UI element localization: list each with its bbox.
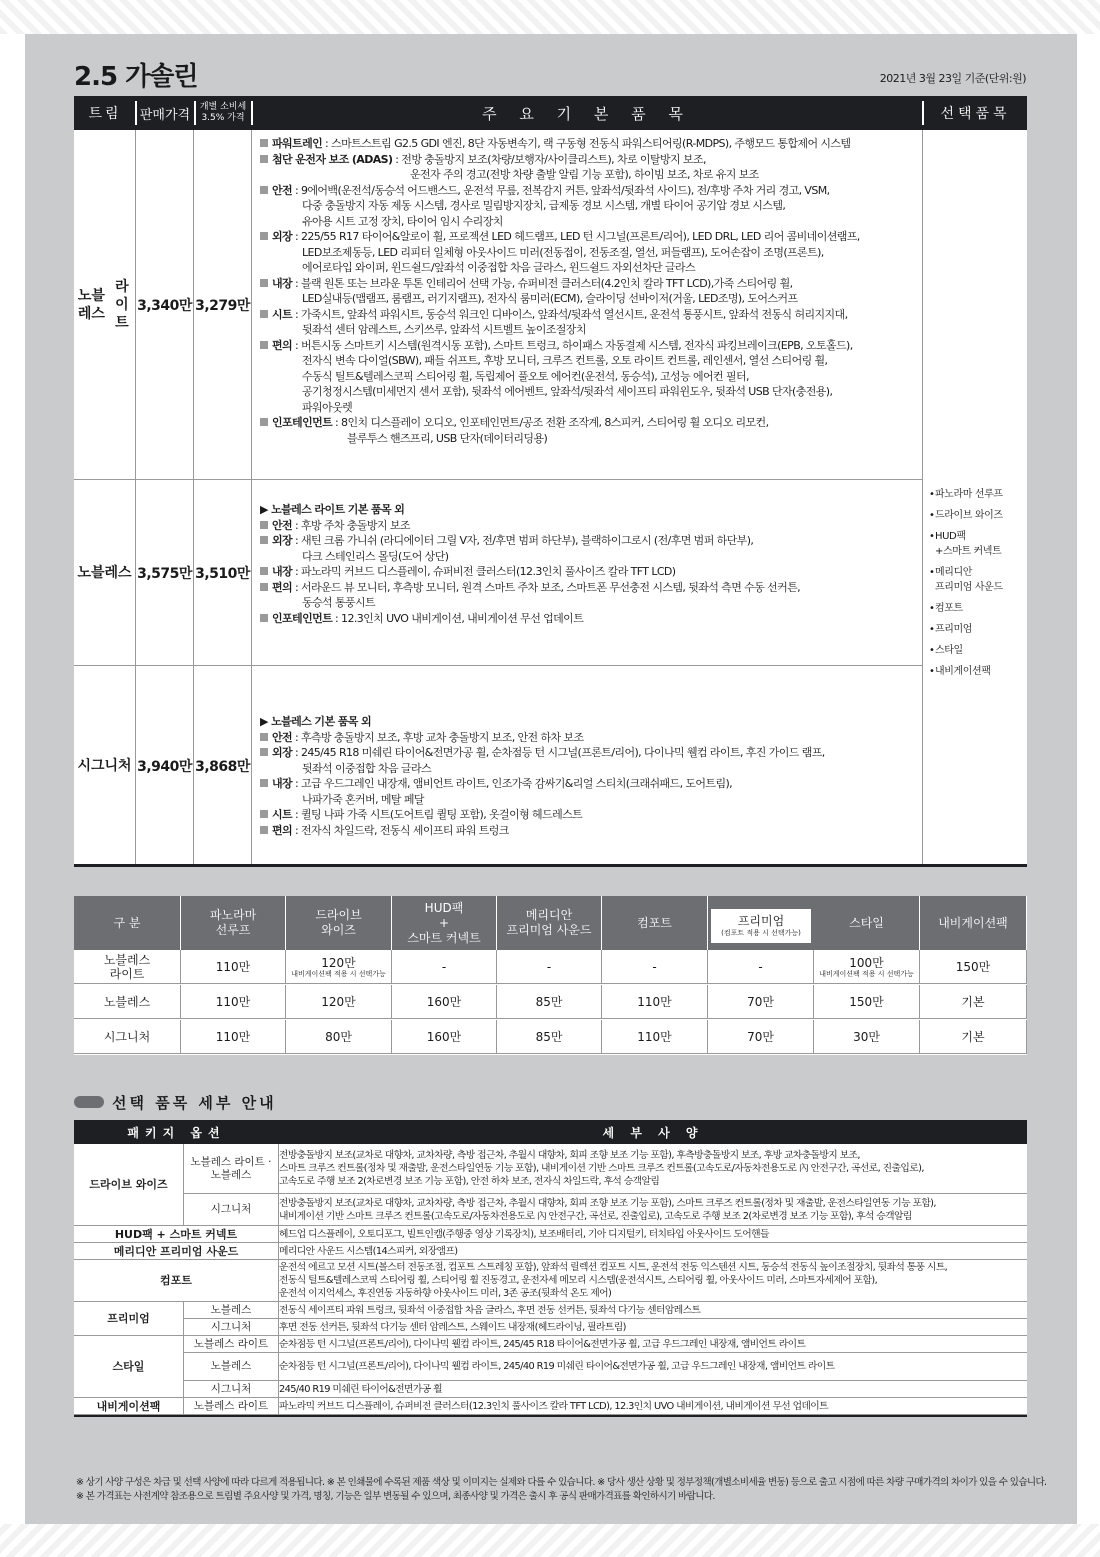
detail-spec-cell: 파노라믹 커브드 디스플레이, 슈퍼비전 클러스터(12.3인치 풀사이즈 칼라 TFT LCD), 12.3인치 UVO 내비게이션, 내비게이션 무선 업데이트 <box>279 1400 829 1412</box>
detail-trim-cell: 노블레스 라이트 <box>184 1398 279 1414</box>
bullet-square-icon <box>260 567 268 575</box>
detail-table-bottom-rule <box>74 1415 1027 1417</box>
trim-row <box>74 130 922 480</box>
feature-line: 첨단 운전자 보조 (ADAS) : 전방 충돌방지 보조(차량/보행자/사이클리스트), 차로 이탈방지 보조, <box>260 152 918 168</box>
footnote-line: ※ 상기 사양 구성은 차급 및 선택 사양에 따라 다르게 적용됩니다. ※ 본 인쇄물에 수록된 제품 색상 및 이미지는 실제와 다를 수 있습니다. ※ 당사 생산 상황 및 정부정책(개별소비세율 변동) 등으로 출고 시점에 따른 차량 구매가격의 차이가 있을 수 있습니다. <box>76 1477 1047 1488</box>
option-table-price-cell: 100만 내비게이션팩 적용 시 선택가능 <box>814 950 920 984</box>
feature-line: 시트 : 퀼팅 나파 가죽 시트(도어트림 퀼팅 포함), 옷걸이형 헤드레스트 <box>260 807 918 823</box>
option-table-price-cell: 110만 <box>181 1020 286 1054</box>
detail-package-cell: 스타일 <box>74 1336 184 1398</box>
option-table-header-cell: 파노라마 선루프 <box>181 896 286 950</box>
detail-package-cell: 내비게이션팩 <box>74 1398 184 1415</box>
feature-line: 파워아웃렛 <box>302 400 353 414</box>
feature-line: 운전자 주의 경고(전방 차량 출발 알림 기능 포함), 하이빔 보조, 차로 유지 보조 <box>410 168 759 181</box>
page-title: 2.5 가솔린 <box>74 62 198 92</box>
feature-line: ▶ 노블레스 기본 품목 외 <box>260 715 372 728</box>
bullet-square-icon <box>260 536 268 544</box>
header-options: 선택품목 <box>940 106 1011 122</box>
option-item: •메리디안 프리미엄 사운드 <box>929 567 1003 593</box>
trim-feature-list <box>260 502 918 626</box>
main-spec-table <box>74 96 1027 866</box>
top-border-pattern <box>0 0 1100 34</box>
bullet-dot-icon: • <box>929 531 935 542</box>
option-table-price-cell: 80만 <box>286 1020 392 1054</box>
option-column <box>922 130 1027 866</box>
option-table-row <box>74 985 1027 1019</box>
detail-trim-cell: 노블레스 <box>184 1353 279 1380</box>
option-table-header-cell: 메리디안 프리미엄 사운드 <box>497 896 602 950</box>
option-table-price-cell: 160만 <box>392 985 497 1019</box>
bottom-border-pattern <box>0 1524 1100 1557</box>
bullet-dot-icon: • <box>929 645 935 656</box>
detail-trim-cell: 노블레스 라이트 · 노블레스 <box>184 1144 279 1193</box>
bullet-square-icon <box>260 810 268 818</box>
main-table-bottom-rule <box>74 864 1027 867</box>
bullet-square-icon <box>260 614 268 622</box>
detail-table-header <box>74 1120 1027 1144</box>
feature-line: 나파가죽 혼커버, 메탈 페달 <box>302 792 424 806</box>
feature-line: 안전 : 후방 주차 충돌방지 보조 <box>260 518 918 534</box>
detail-row <box>74 1353 1027 1381</box>
feature-line: 에어로타입 와이퍼, 윈드쉴드/앞좌석 이중접합 차음 글라스, 윈드쉴드 자외선차단 글라스 <box>302 261 696 274</box>
trim-price: 3,340만 <box>136 130 194 479</box>
trim-price: 3,940만 <box>136 666 194 866</box>
detail-package-cell: 드라이브 와이즈 <box>74 1144 184 1226</box>
detail-spec-cell: 헤드업 디스플레이, 오토디포그, 빌트인캠(주행중 영상 기록장치), 보조배터리, 기아 디지털키, 터치타입 아웃사이드 도어핸들 <box>279 1228 769 1240</box>
feature-line: 외장 : 245/45 R18 미쉐린 타이어&전면가공 휠, 순차점등 턴 시그널(프론트/리어), 다이나믹 웰컴 라이트, 후진 가이드 램프, <box>260 745 918 761</box>
header-main-features: 주 요 기 본 품 목 <box>482 104 692 123</box>
bullet-square-icon <box>260 186 268 194</box>
detail-section-title: 선택 품목 세부 안내 <box>74 1093 277 1111</box>
bullet-square-icon <box>260 279 268 287</box>
bullet-square-icon <box>260 155 268 163</box>
option-item: •프리미엄 <box>929 624 973 635</box>
option-table-row <box>74 950 1027 984</box>
header-package: 패키지 옵션 <box>127 1125 226 1140</box>
option-table-price-cell: 30만 <box>814 1020 920 1054</box>
option-table-header-cell: 컴포트 <box>602 896 708 950</box>
feature-line: 내장 : 블랙 원톤 또는 브라운 투톤 인테리어 선택 가능, 슈퍼비전 클러스터(4.2인치 칼라 TFT LCD),가죽 스티어링 휠, <box>260 276 918 292</box>
option-item: •파노라마 선루프 <box>929 489 1003 500</box>
bullet-square-icon <box>260 521 268 529</box>
feature-line: 편의 : 서라운드 뷰 모니터, 후측방 모니터, 원격 스마트 주차 보조, 스마트폰 무선충전 시스템, 뒷좌석 측면 수동 선커튼, <box>260 580 918 596</box>
feature-line: 안전 : 후측방 충돌방지 보조, 후방 교차 충돌방지 보조, 안전 하차 보조 <box>260 730 918 746</box>
option-table-price-cell: - <box>708 950 814 984</box>
feature-line: 뒷좌석 이중접합 차음 글라스 <box>302 761 432 775</box>
feature-line: LED실내등(맵램프, 룸램프, 러기지램프), 전자식 룸미러(ECM), 슬라이딩 선바이저(거울, LED조명), 도어스커프 <box>302 292 798 305</box>
option-table-header-cell: 구 분 <box>74 896 181 950</box>
feature-line: 내장 : 고급 우드그레인 내장재, 앰비언트 라이트, 인조가죽 감싸기&리얼 스티치(크래쉬패드, 도어트림), <box>260 776 918 792</box>
feature-line: 동승석 통풍시트 <box>302 596 376 609</box>
bullet-dot-icon: • <box>929 603 935 614</box>
bullet-dot-icon: • <box>929 489 935 500</box>
option-item: •스타일 <box>929 645 963 656</box>
detail-trim-cell: 노블레스 라이트 <box>184 1336 279 1352</box>
detail-spec-cell: 전동식 세이프티 파워 트렁크, 뒷좌석 이중접합 차음 글라스, 후면 전동 선커튼, 뒷좌석 다기능 센터암레스트 <box>279 1304 701 1316</box>
bullet-square-icon <box>260 341 268 349</box>
feature-line: 시트 : 가죽시트, 앞좌석 파워시트, 동승석 워크인 디바이스, 앞좌석/뒷좌석 열선시트, 운전석 통풍시트, 앞좌석 전동식 허리지지대, <box>260 307 918 323</box>
detail-spec-cell: 전방충돌방지 보조(교차로 대향차, 교차차량, 측방 접근차, 추월시 대향차, 회피 조향 보조 기능 포함), 스마트 크루즈 컨트롤(정차 및 재출발, 운전스타일연동 기능 포함), 내비게이션 기반 스마트 크루즈 컨트롤(고속도로/자동차전용도로 內 안전구간, 곡선로, 진출입로), 고속도로 주행 보조 2(차로변경 보조 기능 포함), 후석 승객알림 <box>279 1197 936 1222</box>
option-table-header-cell: 스타일 <box>814 896 920 950</box>
bullet-square-icon <box>260 779 268 787</box>
option-table-trim-cell: 노블레스 <box>74 985 181 1019</box>
feature-line: 파워트레인 : 스마트스트림 G2.5 GDI 엔진, 8단 자동변속기, 랙 구동형 전동식 파워스티어링(R-MDPS), 주행모드 통합제어 시스템 <box>260 136 918 152</box>
detail-table <box>74 1120 1027 1417</box>
section-pill-icon <box>74 1096 104 1108</box>
date-note: 2021년 3월 23일 기준(단위:원) <box>879 72 1026 85</box>
option-table-price-cell: - <box>497 950 602 984</box>
option-item: •컴포트 <box>929 603 963 614</box>
header-trim: 트림 <box>88 106 122 122</box>
feature-line: 다중 충돌방지 자동 제동 시스템, 경사로 밀림방지장치, 급제동 경보 시스템, 개별 타이어 공기압 경보 시스템, <box>302 199 786 212</box>
option-table-price-cell: 기본 <box>920 985 1027 1019</box>
option-list <box>929 487 1003 685</box>
option-table-price-cell: 160만 <box>392 1020 497 1054</box>
trim-name: 시그니처 <box>74 666 136 866</box>
bullet-square-icon <box>260 418 268 426</box>
detail-package-cell: 컴포트 <box>74 1260 279 1302</box>
detail-trim-cell: 시그니처 <box>184 1319 279 1335</box>
detail-row <box>74 1194 1027 1226</box>
detail-spec-cell: 전방충돌방지 보조(교차로 대향차, 교차차량, 측방 접근차, 추월시 대향차, 회피 조향 보조 기능 포함), 후측방충돌방지 보조, 후방 교차충돌방지 보조, 스마트 크루즈 컨트롤(정차 및 재출발, 운전스타일연동 기능 포함), 내비게이션 기반 스마트 크루즈 컨트롤(고속도로/자동차전용도로 內 안전구간, 곡선로, 진출입로), 고속도로 주행 보조 2(차로변경 보조 기능 포함), 안전 하차 보조, 전자식 차일드락, 후석 승객알림 <box>279 1150 924 1187</box>
feature-line: 뒷좌석 센터 암레스트, 스키쓰루, 앞좌석 시트벨트 높이조절장치 <box>302 323 586 336</box>
detail-row <box>74 1398 1027 1415</box>
trim-name: 노블레스 라이트 <box>74 130 136 479</box>
detail-trim-cell: 시그니처 <box>184 1381 279 1397</box>
bullet-square-icon <box>260 310 268 318</box>
option-price-table <box>74 896 1027 1055</box>
trim-indiv-tax-price: 3,510만 <box>194 480 252 665</box>
feature-line: LED보조제동등, LED 리피터 일체형 아웃사이드 미러(전동접이, 전동조절, 열선, 퍼들램프), 도어손잡이 조명(프론트), <box>302 245 824 259</box>
option-table-header-cell: HUD팩 + 스마트 커넥트 <box>392 896 497 950</box>
feature-line: 전자식 변속 다이얼(SBW), 패들 쉬프트, 후방 모니터, 크루즈 컨트롤, 오토 라이트 컨트롤, 레인센서, 열선 스티어링 휠, <box>302 354 828 367</box>
header-spec: 세 부 사 양 <box>602 1125 704 1140</box>
option-table-row <box>74 1020 1027 1054</box>
feature-line: ▶ 노블레스 라이트 기본 품목 외 <box>260 503 405 516</box>
option-table-header <box>74 896 1027 950</box>
feature-line: 인포테인먼트 : 12.3인치 UVO 내비게이션, 내비게이션 무선 업데이트 <box>260 611 918 627</box>
detail-package-cell: 프리미엄 <box>74 1302 184 1336</box>
detail-spec-cell: 245/40 R19 미쉐린 타이어&전면가공 휠 <box>279 1383 442 1395</box>
detail-row <box>74 1302 1027 1319</box>
trim-row <box>74 666 922 866</box>
option-table-price-cell: 85만 <box>497 1020 602 1054</box>
detail-package-cell: HUD팩 + 스마트 커넥트 <box>74 1226 279 1243</box>
option-table-price-cell: 120만 <box>286 985 392 1019</box>
feature-line: 외장 : 225/55 R17 타이어&알로이 휠, 프로젝션 LED 헤드램프, LED 턴 시그널(프론트/리어), LED DRL, LED 리어 콤비네이션램프, <box>260 229 918 245</box>
bullet-square-icon <box>260 139 268 147</box>
option-table-price-cell: 85만 <box>497 985 602 1019</box>
feature-line: 안전 : 9에어백(운전석/동승석 어드밴스드, 운전석 무릎, 전복감지 커튼, 앞좌석/뒷좌석 사이드), 전/후방 주차 거리 경고, VSM, <box>260 183 918 199</box>
option-table-price-cell: 110만 <box>181 985 286 1019</box>
feature-line: 블루투스 핸즈프리, USB 단자(데이터리딩용) <box>347 431 548 445</box>
feature-line: 유아용 시트 고정 장치, 타이어 임시 수리장치 <box>302 214 503 228</box>
option-table-trim-cell: 시그니처 <box>74 1020 181 1054</box>
option-item: •내비게이션팩 <box>929 666 991 677</box>
trim-feature-list <box>260 714 918 838</box>
trim-name: 노블레스 <box>74 480 136 665</box>
trim-indiv-tax-price: 3,868만 <box>194 666 252 866</box>
option-item: •드라이브 와이즈 <box>929 510 1003 521</box>
header-price: 판매가격 <box>139 107 191 123</box>
detail-row <box>74 1319 1027 1336</box>
detail-row <box>74 1336 1027 1353</box>
trim-price: 3,575만 <box>136 480 194 665</box>
feature-line: 외장 : 새틴 크롬 가니쉬 (라디에이터 그릴 V자, 전/후면 범퍼 하단부), 블랙하이그로시 (전/후면 범퍼 하단부), <box>260 533 918 549</box>
detail-spec-cell: 순차점등 턴 시그널(프론트/리어), 다이나믹 웰컴 라이트, 245/45 R18 타이어&전면가공 휠, 고급 우드그레인 내장재, 앰비언트 라이트 <box>279 1338 806 1350</box>
bullet-dot-icon: • <box>929 624 935 635</box>
bullet-square-icon <box>260 748 268 756</box>
option-table-price-cell: 기본 <box>920 1020 1027 1054</box>
option-table-price-cell: - <box>392 950 497 984</box>
bullet-square-icon <box>260 826 268 834</box>
feature-line: 공기청정시스템(미세먼지 센서 포함), 뒷좌석 에어벤트, 앞좌석/뒷좌석 세이프티 파워윈도우, 뒷좌석 USB 단자(충전용), <box>302 385 833 398</box>
feature-line: 인포테인먼트 : 8인치 디스플레이 오디오, 인포테인먼트/공조 전환 조작계, 8스피커, 스티어링 휠 오디오 리모컨, <box>260 415 918 431</box>
option-table-price-cell: 150만 <box>814 985 920 1019</box>
option-table-trim-cell: 노블레스 라이트 <box>74 950 181 984</box>
bullet-square-icon <box>260 232 268 240</box>
option-table-price-cell: - <box>602 950 708 984</box>
option-table-price-cell: 120만 내비게이션팩 적용 시 선택가능 <box>286 950 392 984</box>
bullet-square-icon <box>260 733 268 741</box>
option-table-price-cell: 110만 <box>602 985 708 1019</box>
feature-line: 편의 : 버튼시동 스마트키 시스템(원격시동 포함), 스마트 트렁크, 하이패스 자동결제 시스템, 전자식 파킹브레이크(EPB, 오토홀드), <box>260 338 918 354</box>
option-table-price-cell: 150만 <box>920 950 1027 984</box>
option-table-header-cell: 프리미엄 (컴포트 적용 시 선택가능) <box>710 908 812 944</box>
detail-trim-cell: 시그니처 <box>184 1194 279 1225</box>
option-item: •HUD팩 +스마트 커넥트 <box>929 531 1002 557</box>
footnote-line: ※ 본 가격표는 사전계약 참조용으로 트림별 주요사양 및 가격, 명칭, 기능은 일부 변동될 수 있으며, 최종사양 및 가격은 출시 후 공식 판매가격표를 확인하시기 바랍니다. <box>76 1491 715 1502</box>
footnotes <box>76 1476 1046 1504</box>
option-table-price-cell: 110만 <box>602 1020 708 1054</box>
feature-line: 다크 스테인리스 몰딩(도어 상단) <box>302 549 449 563</box>
trim-row <box>74 480 922 666</box>
detail-spec-cell: 메리디안 사운드 시스템(14스피커, 외장앰프) <box>279 1245 458 1257</box>
trim-indiv-tax-price: 3,279만 <box>194 130 252 479</box>
bullet-dot-icon: • <box>929 510 935 521</box>
detail-package-cell: 메리디안 프리미엄 사운드 <box>74 1243 279 1260</box>
option-table-price-cell: 110만 <box>181 950 286 984</box>
option-table-price-cell: 70만 <box>708 985 814 1019</box>
detail-row <box>74 1381 1027 1398</box>
feature-line: 내장 : 파노라믹 커브드 디스플레이, 슈퍼비전 클러스터(12.3인치 풀사이즈 칼라 TFT LCD) <box>260 564 918 580</box>
detail-spec-cell: 순차점등 턴 시그널(프론트/리어), 다이나믹 웰컴 라이트, 245/40 R19 미쉐린 타이어&전면가공 휠, 고급 우드그레인 내장재, 앰비언트 라이트 <box>279 1361 835 1372</box>
detail-trim-cell: 노블레스 <box>184 1302 279 1318</box>
option-table-price-cell: 70만 <box>708 1020 814 1054</box>
detail-spec-cell: 후면 전동 선커튼, 뒷좌석 다기능 센터 암레스트, 스웨이드 내장재(헤드라이닝, 필라트림) <box>279 1321 626 1333</box>
bullet-dot-icon: • <box>929 666 935 677</box>
option-table-header-cell: 내비게이션팩 <box>920 896 1027 950</box>
detail-spec-cell: 운전석 에르고 모션 시트(볼스터 전동조절, 컴포트 스트레칭 포함), 앞좌석 릴렉션 컴포트 시트, 운전석 전동 익스텐션 시트, 동승석 전동식 높이조절장치, 뒷좌석 통풍 시트, 전동식 틸트&텔레스코픽 스티어링 휠, 스티어링 휠 진동경고, 운전자세 메모리 시스템(운전석시트, 스티어링 휠, 아웃사이드 미러, 스마트자세제어 포함), 운전석 이지억세스, 후진연동 자동하향 아웃사이드 미러, 3존 공조(뒷좌석 온도 제어) <box>279 1262 948 1299</box>
main-table-header <box>74 96 1027 130</box>
bullet-dot-icon: • <box>929 567 935 578</box>
trim-feature-list <box>260 136 918 446</box>
header-indiv-tax: 개별 소비세 3.5% 가격 <box>199 102 247 123</box>
feature-line: 편의 : 전자식 차일드락, 전동식 세이프티 파워 트렁크 <box>260 823 918 839</box>
detail-row <box>74 1144 1027 1194</box>
bullet-square-icon <box>260 583 268 591</box>
feature-line: 수동식 틸트&텔레스코픽 스티어링 휠, 독립제어 풀오토 에어컨(운전석, 동승석), 고성능 에어컨 필터, <box>302 369 749 383</box>
option-table-header-cell: 드라이브 와이즈 <box>286 896 392 950</box>
